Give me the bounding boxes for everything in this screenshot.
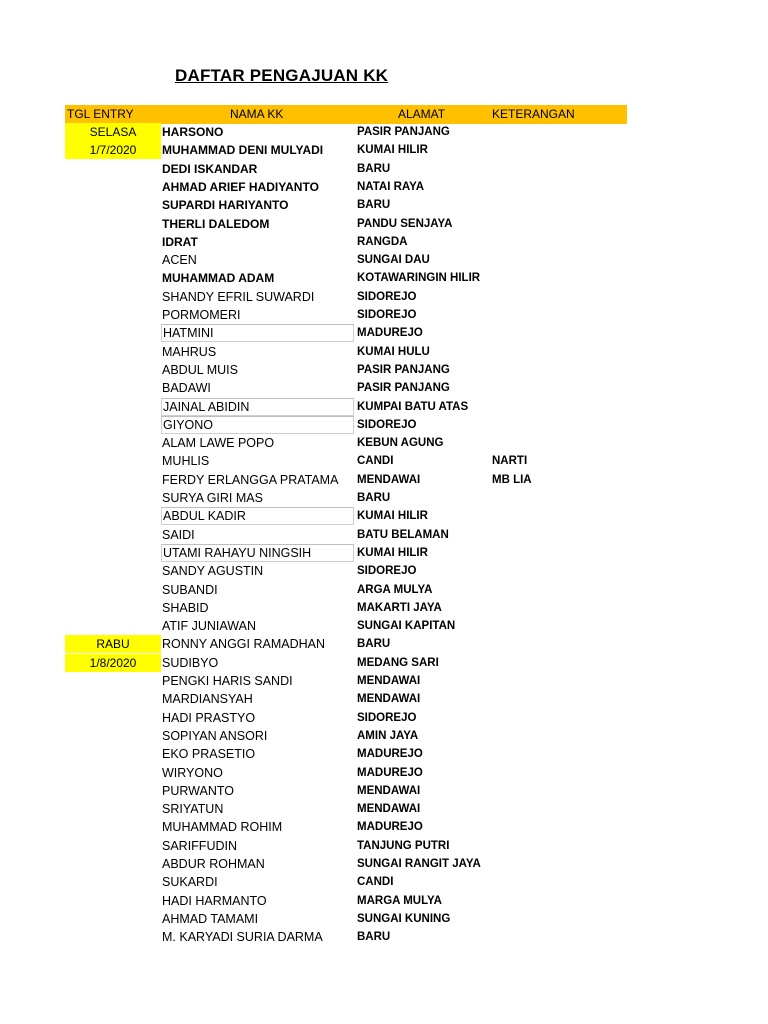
alamat-cell: KEBUN AGUNG — [357, 437, 444, 450]
table-row — [0, 892, 768, 910]
tgl-entry-day: RABU — [65, 635, 161, 653]
nama-kk-cell: RONNY ANGGI RAMADHAN — [162, 637, 325, 652]
nama-kk-cell: SUPARDI HARIYANTO — [162, 198, 289, 213]
nama-kk-cell: SRIYATUN — [162, 802, 224, 817]
nama-kk-cell: AHMAD ARIEF HADIYANTO — [162, 179, 319, 194]
nama-kk-cell: SUDIBYO — [162, 655, 219, 670]
nama-kk-cell: PURWANTO — [162, 783, 234, 798]
header-tgl-entry: TGL ENTRY — [67, 107, 134, 121]
nama-kk-cell: ACEN — [162, 253, 197, 268]
keterangan-cell: MB LIA — [492, 473, 532, 486]
alamat-cell: SUNGAI RANGIT JAYA — [357, 858, 481, 870]
table-row — [0, 599, 768, 617]
alamat-cell: NATAI RAYA — [357, 180, 425, 193]
table-row — [0, 379, 768, 397]
alamat-cell: MENDAWAI — [357, 784, 421, 797]
alamat-cell: KUMAI HILIR — [357, 510, 428, 523]
alamat-cell: MENDAWAI — [357, 693, 421, 706]
alamat-cell: TANJUNG PUTRI — [357, 839, 450, 852]
alamat-cell: KOTAWARINGIN HILIR — [357, 272, 481, 285]
nama-kk-cell: SHANDY EFRIL SUWARDI — [162, 289, 315, 304]
nama-kk-cell: EKO PRASETIO — [162, 747, 256, 762]
nama-kk-cell: ABDUL MUIS — [162, 362, 238, 377]
nama-kk-cell: MUHAMMAD ROHIM — [162, 820, 283, 835]
table-row — [0, 160, 768, 178]
alamat-cell: BARU — [357, 638, 391, 651]
alamat-cell: MADUREJO — [357, 748, 423, 761]
table-row — [0, 233, 768, 251]
nama-kk-cell: MUHAMMAD DENI MULYADI — [162, 143, 324, 158]
alamat-cell: BATU BELAMAN — [357, 528, 449, 541]
nama-kk-cell: AHMAD TAMAMI — [162, 911, 259, 926]
alamat-cell: PASIR PANJANG — [357, 363, 450, 376]
nama-kk-cell: MUHAMMAD ADAM — [162, 271, 275, 286]
alamat-cell: AMIN JAYA — [357, 729, 419, 742]
table-row — [0, 581, 768, 599]
table-row — [0, 288, 768, 306]
header-alamat: ALAMAT — [398, 107, 446, 121]
alamat-cell: SUNGAI KUNING — [357, 912, 451, 925]
table-row — [0, 215, 768, 233]
table-row — [0, 452, 768, 470]
nama-kk-cell: WIRYONO — [162, 765, 223, 780]
alamat-cell: PASIR PANJANG — [357, 126, 450, 138]
alamat-cell: SUNGAI DAU — [357, 254, 430, 267]
table-row — [0, 672, 768, 690]
alamat-cell: MADUREJO — [357, 327, 423, 340]
nama-kk-cell: SARIFFUDIN — [162, 838, 237, 853]
alamat-cell: CANDI — [357, 455, 394, 468]
nama-kk-cell: M. KARYADI SURIA DARMA — [162, 930, 323, 945]
table-row — [0, 800, 768, 818]
table-row — [0, 617, 768, 635]
nama-kk-cell: UTAMI RAHAYU NINGSIH — [161, 544, 354, 562]
table-row — [0, 709, 768, 727]
nama-kk-cell: THERLI DALEDOM — [162, 216, 270, 231]
table-row — [0, 398, 768, 416]
page-title: DAFTAR PENGAJUAN KK — [175, 66, 389, 85]
table-row — [0, 196, 768, 214]
nama-kk-cell: PENGKI HARIS SANDI — [162, 674, 293, 688]
nama-kk-cell: DEDI ISKANDAR — [162, 161, 258, 176]
table-row — [0, 818, 768, 836]
table-row — [0, 471, 768, 489]
alamat-cell: MENDAWAI — [357, 675, 421, 687]
nama-kk-cell: FERDY ERLANGGA PRATAMA — [162, 472, 339, 487]
alamat-cell: KUMAI HILIR — [357, 144, 428, 157]
table-row — [0, 782, 768, 800]
nama-kk-cell: MAHRUS — [162, 344, 217, 359]
alamat-cell: MEDANG SARI — [357, 656, 439, 669]
nama-kk-cell: SURYA GIRI MAS — [162, 491, 263, 505]
alamat-cell: KUMAI HULU — [357, 345, 430, 358]
alamat-cell: PANDU SENJAYA — [357, 217, 453, 230]
nama-kk-cell: MARDIANSYAH — [162, 692, 253, 707]
alamat-cell: SIDOREJO — [357, 565, 417, 578]
table-row — [0, 690, 768, 708]
table-row — [0, 910, 768, 928]
table-row — [0, 178, 768, 196]
table-row — [0, 544, 768, 562]
nama-kk-cell: MUHLIS — [162, 454, 210, 469]
table-row — [0, 526, 768, 544]
alamat-cell: SIDOREJO — [357, 290, 417, 303]
nama-kk-cell: GIYONO — [161, 416, 354, 434]
nama-kk-cell: ABDUL KADIR — [161, 507, 354, 525]
table-row — [0, 928, 768, 946]
alamat-cell: BARU — [357, 199, 391, 212]
alamat-cell: SIDOREJO — [357, 309, 417, 321]
nama-kk-cell: ATIF JUNIAWAN — [162, 619, 256, 634]
nama-kk-cell: HADI HARMANTO — [162, 893, 267, 908]
nama-kk-cell: ALAM LAWE POPO — [162, 436, 275, 451]
nama-kk-cell: SAIDI — [162, 527, 195, 542]
alamat-cell: MADUREJO — [357, 766, 423, 779]
nama-kk-cell: SOPIYAN ANSORI — [162, 728, 268, 743]
alamat-cell: MENDAWAI — [357, 473, 421, 486]
table-row — [0, 764, 768, 782]
nama-kk-cell: HADI PRASTYO — [162, 710, 256, 725]
alamat-cell: KUMAI HILIR — [357, 546, 428, 559]
nama-kk-cell: HATMINI — [161, 324, 354, 342]
nama-kk-cell: BADAWI — [162, 381, 211, 396]
table-row — [0, 727, 768, 745]
table-row — [0, 343, 768, 361]
nama-kk-cell: SUKARDI — [162, 875, 218, 890]
alamat-cell: BARU — [357, 492, 391, 504]
alamat-cell: SIDOREJO — [357, 711, 417, 724]
alamat-cell: SUNGAI KAPITAN — [357, 620, 456, 633]
tgl-entry-day: SELASA — [65, 123, 161, 141]
header-nama-kk: NAMA KK — [230, 107, 284, 121]
table-row — [0, 562, 768, 580]
table-row — [0, 251, 768, 269]
table-row — [0, 489, 768, 507]
nama-kk-cell: IDRAT — [162, 234, 198, 249]
nama-kk-cell: ABDUR ROHMAN — [162, 857, 265, 871]
alamat-cell: MAKARTI JAYA — [357, 601, 442, 614]
table-row — [0, 837, 768, 855]
alamat-cell: CANDI — [357, 876, 394, 889]
alamat-cell: BARU — [357, 931, 391, 944]
alamat-cell: SIDOREJO — [357, 418, 417, 431]
table-row — [0, 416, 768, 434]
table-row — [0, 306, 768, 324]
nama-kk-cell: HARSONO — [162, 125, 224, 139]
nama-kk-cell: JAINAL ABIDIN — [161, 398, 354, 416]
alamat-cell: BARU — [357, 162, 391, 175]
alamat-cell: ARGA MULYA — [357, 583, 433, 596]
table-row — [0, 361, 768, 379]
table-row — [0, 324, 768, 342]
nama-kk-cell: SANDY AGUSTIN — [162, 564, 264, 579]
table-row — [0, 434, 768, 452]
nama-kk-cell: PORMOMERI — [162, 308, 241, 322]
alamat-cell: MARGA MULYA — [357, 894, 442, 907]
table-header — [65, 105, 627, 124]
alamat-cell: MENDAWAI — [357, 803, 421, 816]
header-keterangan: KETERANGAN — [492, 107, 575, 121]
keterangan-cell: NARTI — [492, 455, 528, 468]
nama-kk-cell: SUBANDI — [162, 582, 218, 597]
alamat-cell: KUMPAI BATU ATAS — [357, 400, 469, 413]
table-row — [0, 855, 768, 873]
tgl-entry-date: 1/8/2020 — [65, 654, 161, 672]
nama-kk-cell: SHABID — [162, 600, 209, 615]
alamat-cell: PASIR PANJANG — [357, 382, 450, 395]
table-row — [0, 745, 768, 763]
table-row — [0, 269, 768, 287]
alamat-cell: RANGDA — [357, 235, 408, 248]
tgl-entry-date: 1/7/2020 — [65, 141, 161, 159]
table-row — [0, 507, 768, 525]
alamat-cell: MADUREJO — [357, 821, 423, 834]
table-row — [0, 873, 768, 891]
